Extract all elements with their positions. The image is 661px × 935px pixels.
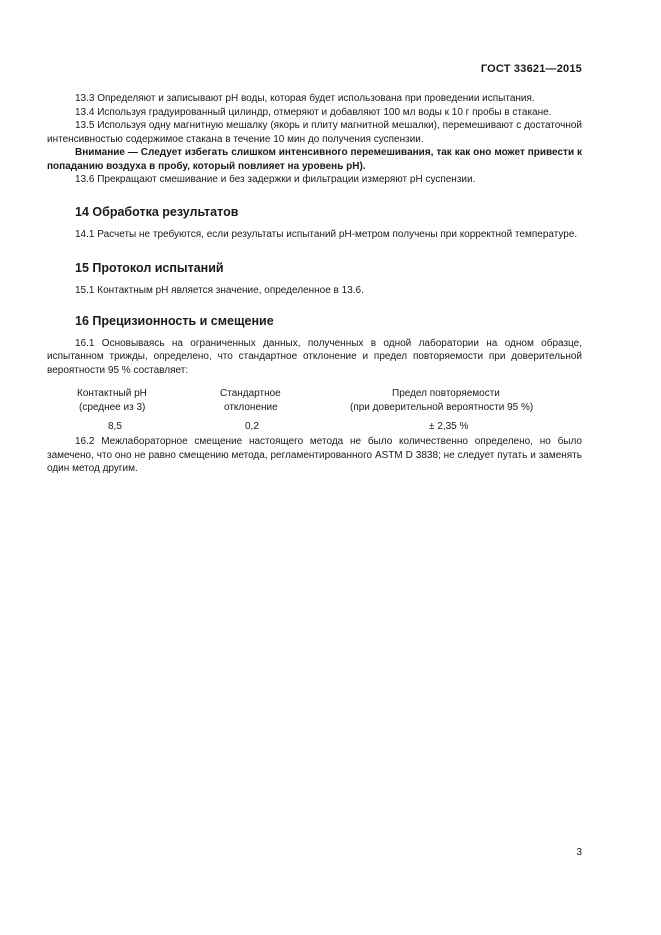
section-16-heading: 16 Прецизионность и смещение <box>75 313 274 328</box>
standard-code: ГОСТ 33621—2015 <box>480 63 582 75</box>
paragraph-16-2: 16.2 Межлабораторное смещение настоящего метода не было количественно определено, но было замечено, что оно не равно смещению метода, регламентированного ASTM D 3838; не следует путать и заменять один метод другим. <box>47 436 582 474</box>
section-15-heading: 15 Протокол испытаний <box>75 261 224 275</box>
paragraph-16-1: 16.1 Основываясь на ограниченных данных, полученных в одной лаборатории на одном образце, испытанном трижды, определено, что стандартное отклонение и предел повторяемости при доверительной вероятности 95 % составляет: <box>47 337 582 376</box>
precision-table <box>47 387 582 435</box>
value-contact-ph: 8,5 <box>108 421 122 432</box>
paragraph-14-1: 14.1 Расчеты не требуются, если результаты испытаний pH-метром получены при корректной температуре. <box>75 228 578 240</box>
col-std-dev-header: Стандартное <box>220 388 281 399</box>
paragraph-13-3: 13.3 Определяют и записывают pH воды, которая будет использована при проведении испытания. <box>75 93 535 104</box>
value-std-dev: 0,2 <box>245 421 259 432</box>
page-number: 3 <box>576 847 582 858</box>
paragraph-15-1: 15.1 Контактным pH является значение, определенное в 13.6. <box>75 285 364 296</box>
col-contact-ph-header: Контактный pH <box>77 388 147 399</box>
value-repeatability: ± 2,35 % <box>429 421 469 432</box>
page-content <box>47 92 582 476</box>
section-14-heading: 14 Обработка результатов <box>75 204 239 219</box>
paragraph-13-5: 13.5 Используя одну магнитную мешалку (якорь и плиту магнитной мешалки), перемешивают с достаточной интенсивностью содержимое стакана в течение 10 мин до получения суспензии. <box>47 120 582 145</box>
paragraph-13-4: 13.4 Используя градуированный цилиндр, отмеряют и добавляют 100 мл воды к 10 г пробы в стакане. <box>75 106 552 118</box>
col-std-dev-subheader: отклонение <box>224 401 278 413</box>
paragraph-13-6: 13.6 Прекращают смешивание и без задержки и фильтрации измеряют pH суспензии. <box>75 174 476 185</box>
warning-note: Внимание — Следует избегать слишком интенсивного перемешивания, так как оно может привести к попаданию воздуха в пробу, который повлияет на уровень pH). <box>47 147 582 172</box>
col-repeatability-header: Предел повторяемости <box>392 388 500 399</box>
col-repeatability-subheader: (при доверительной вероятности 95 %) <box>350 401 534 413</box>
col-contact-ph-subheader: (среднее из 3) <box>79 401 146 413</box>
